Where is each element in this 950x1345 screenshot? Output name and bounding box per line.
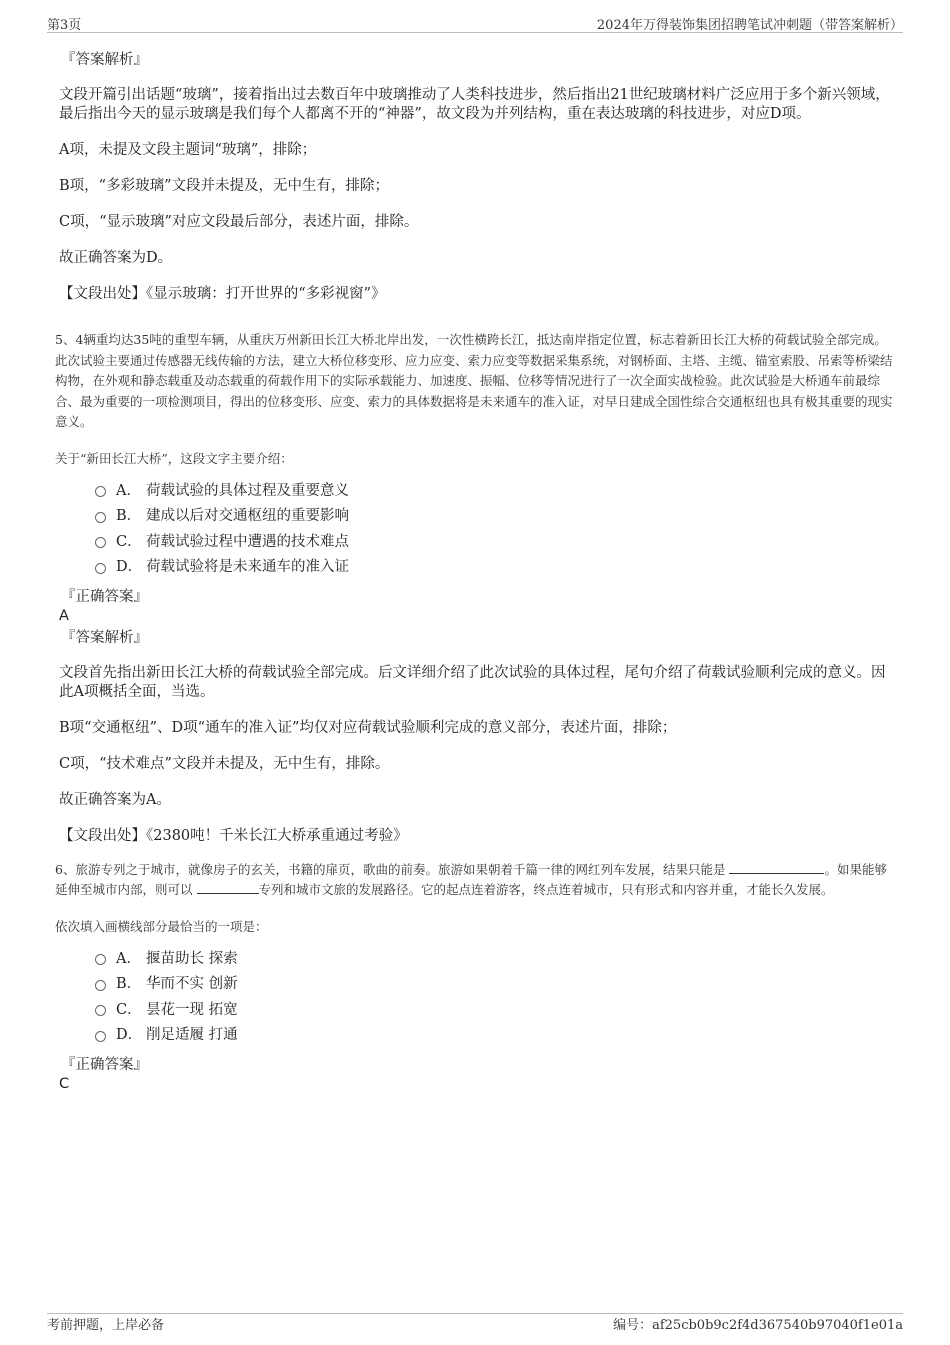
analysis-paragraph: C项，“显示玻璃”对应文段最后部分，表述片面，排除。 (59, 214, 419, 230)
option-b[interactable] (95, 970, 895, 996)
passage-source: 【文段出处】《显示玻璃：打开世界的“多彩视窗”》 (59, 286, 386, 302)
page-number: 第3页 (47, 18, 82, 33)
correct-answer-heading: 『正确答案』 (61, 1056, 148, 1073)
option-text: 削足适履 打通 (146, 1027, 238, 1044)
option-c[interactable] (95, 528, 895, 554)
question-5-passage: 5、4辆重均达35吨的重型车辆，从重庆万州新田长江大桥北岸出发，一次性横跨长江，抵达南岸指定位置，标志着新田长江大桥的荷载试验全部完成。此次试验主要通过传感器无线传输的方法，建立大桥位移变形、应力应变、索力应变等数据采集系统，对钢桥面、主塔、主缆、锚室索股、吊索等桥梁结构物，在外观和静态载重及动态载重的荷载作用下的实际承载能力、加速度、振幅、位移等情况进行了一次全面实战检验。此次试验是大桥通车前最综合、最为重要的一项检测项目，得出的位移变形、应变、索力的具体数据将是未来通车的准入证，对早日建成全国性综合交通枢纽也具有极其重要的现实意义。 (55, 332, 893, 429)
option-letter: A． (116, 950, 141, 967)
radio-icon[interactable] (95, 954, 106, 965)
question-6-passage (55, 860, 895, 901)
option-text: 昙花一现 拓宽 (146, 1001, 238, 1018)
question-6-options (95, 945, 895, 1047)
option-text: 华而不实 创新 (146, 976, 238, 993)
page-header (47, 14, 903, 33)
option-text: 揠苗助长 探索 (146, 950, 238, 967)
footer-slogan: 考前押题，上岸必备 (47, 1318, 165, 1333)
radio-icon[interactable] (95, 486, 106, 497)
passage-source: 【文段出处】《2380吨！千米长江大桥承重通过考验》 (59, 827, 408, 844)
analysis-paragraph: 故正确答案为D。 (59, 250, 173, 266)
option-text: 荷载试验过程中遭遇的技术难点 (146, 533, 349, 550)
option-letter: C． (116, 533, 142, 550)
radio-icon[interactable] (95, 1031, 106, 1042)
document-title: 2024年万得装饰集团招聘笔试冲刺题（带答案解析） (596, 18, 903, 33)
analysis-paragraph: C项，“技术难点”文段并未提及，无中生有，排除。 (59, 755, 390, 772)
analysis-paragraph: B项“交通枢纽”、D项“通车的准入证”均仅对应荷载试验顺利完成的意义部分，表述片面，排除； (59, 719, 677, 736)
option-a[interactable] (95, 477, 895, 503)
option-letter: D． (116, 559, 143, 576)
correct-answer-heading: 『正确答案』 (61, 588, 148, 605)
analysis-paragraph: 文段首先指出新田长江大桥的荷载试验全部完成。后文详细介绍了此次试验的具体过程，尾句介绍了荷载试验顺利完成的意义。因此A项概括全面，当选。 (59, 664, 886, 700)
option-d[interactable] (95, 553, 895, 579)
option-letter: D． (116, 1027, 143, 1044)
option-d[interactable] (95, 1021, 895, 1047)
radio-icon[interactable] (95, 1005, 106, 1016)
option-b[interactable] (95, 502, 895, 528)
option-letter: A． (116, 482, 141, 499)
radio-icon[interactable] (95, 512, 106, 523)
option-text: 建成以后对交通枢纽的重要影响 (146, 508, 349, 525)
analysis-heading: 『答案解析』 (61, 629, 148, 646)
option-c[interactable] (95, 996, 895, 1022)
radio-icon[interactable] (95, 980, 106, 991)
option-text: 荷载试验的具体过程及重要意义 (146, 482, 349, 499)
question-5-stem: 关于“新田长江大桥”，这段文字主要介绍： (55, 450, 293, 466)
option-letter: C． (116, 1001, 142, 1018)
page-content (55, 48, 895, 1094)
radio-icon[interactable] (95, 563, 106, 574)
passage-text: 。如果能够延伸至城市内部，则可以 (55, 861, 887, 897)
correct-answer: C (59, 1075, 70, 1092)
passage-text: 专列和城市文旅的发展路径。它的起点连着游客，终点连着城市，只有形式和内容并重，才能长久发展。 (258, 882, 834, 897)
option-a[interactable] (95, 945, 895, 971)
correct-answer: A (59, 607, 69, 624)
option-text: 荷载试验将是未来通车的准入证 (146, 559, 349, 576)
fill-blank-2 (197, 880, 259, 894)
analysis-paragraph: A项，未提及文段主题词“玻璃”，排除； (59, 142, 317, 158)
radio-icon[interactable] (95, 537, 106, 548)
document-id: 编号：af25cb0b9c2f4d367540b97040f1e01a (613, 1318, 903, 1333)
analysis-paragraph: 故正确答案为A。 (59, 791, 171, 808)
fill-blank-1 (729, 860, 824, 874)
analysis-paragraph: B项，“多彩玻璃”文段并未提及，无中生有，排除； (59, 178, 389, 194)
passage-text: 6、旅游专列之于城市，就像房子的玄关，书籍的扉页，歌曲的前奏。旅游如果朝着千篇一律的网红列车发展，结果只能是 (55, 861, 726, 877)
analysis-heading: 『答案解析』 (61, 52, 148, 68)
question-5-options (95, 477, 895, 579)
page-footer (47, 1313, 903, 1333)
question-6-stem: 依次填入画横线部分最恰当的一项是： (55, 918, 268, 934)
option-letter: B． (116, 508, 142, 525)
option-letter: B． (116, 976, 142, 993)
analysis-paragraph: 文段开篇引出话题“玻璃”，接着指出过去数百年中玻璃推动了人类科技进步，然后指出21世纪玻璃材料广泛应用于多个新兴领域，最后指出今天的显示玻璃是我们每个人都离不开的“神器”，故文段为并列结构，重在表达玻璃的科技进步，对应D项。 (59, 87, 890, 122)
